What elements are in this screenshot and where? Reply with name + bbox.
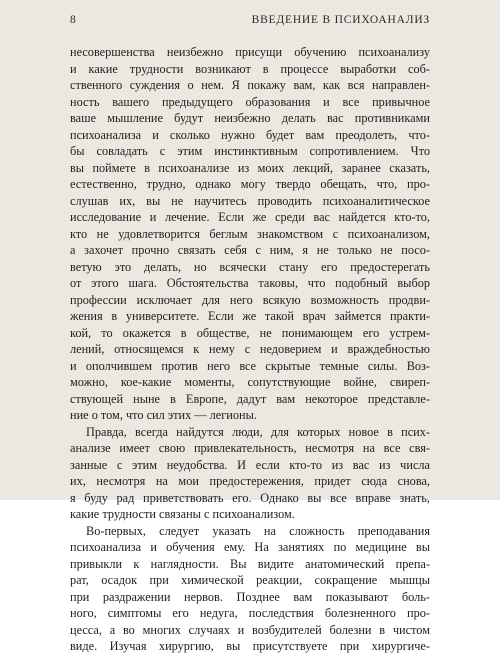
text-line: ного, симптомы его недуга, последствия болезненного про- bbox=[70, 606, 430, 620]
text-line: занные с этим неудобства. И если кто-то из вас из числа bbox=[70, 457, 430, 472]
text-line: ветую это делать, но всячески стану его предостерегать bbox=[70, 259, 430, 274]
text-line: рат, осадок при химической реакции, сокращение мышцы bbox=[70, 573, 430, 587]
text-line: цесса, а во многих случаях и возбудителей болезни в чистом bbox=[70, 622, 430, 637]
text-line: профессии исключает для него всякую возможность продви- bbox=[70, 292, 430, 307]
text-line: лений, относящемся к нему с недоверием и враждебностью bbox=[70, 342, 430, 356]
paragraph bbox=[70, 424, 430, 523]
text-line: вы поймете в психоанализе из моих лекций, заранее сказать, bbox=[70, 160, 430, 175]
text-line: Во-первых, следует указать на сложность преподавания bbox=[86, 523, 430, 538]
text-line: психоанализа и обучения ему. На занятиях по медицине вы bbox=[70, 540, 430, 554]
text-line: кто не удовлетворится беглым знакомством с психоанализом, bbox=[70, 226, 430, 241]
text-line: ваше мышление будут неизбежно делать вас противниками bbox=[70, 111, 430, 125]
page-header bbox=[70, 10, 430, 30]
text-line: ственного суждения о нем. Я покажу вам, как вся направлен- bbox=[70, 78, 430, 92]
paragraph bbox=[70, 44, 430, 424]
text-line: бы совладать с этим инстинктивным сопротивлением. Что bbox=[70, 144, 430, 158]
text-line: их, несмотря на мои предостережения, придет сюда снова, bbox=[70, 474, 430, 488]
body-text bbox=[70, 44, 430, 655]
paragraph bbox=[70, 523, 430, 655]
text-line: какие трудности связаны с психоанализом. bbox=[70, 507, 295, 521]
text-line: я буду рад приветствовать его. Однако вы все вправе знать, bbox=[70, 490, 430, 505]
page-number: 8 bbox=[70, 14, 76, 26]
text-line: при раздражении нервов. Позднее вам показывают боль- bbox=[70, 589, 430, 604]
text-line: анализе имеет свою привлекательность, несмотря на все свя- bbox=[70, 441, 430, 455]
text-line: кой, то окажется в обществе, не понимающем его устрем- bbox=[70, 325, 430, 340]
text-line: привыкли к наглядности. Вы видите анатомический препа- bbox=[70, 556, 430, 571]
text-line: от этого шага. Обстоятельства таковы, что подобный выбор bbox=[70, 276, 430, 290]
text-line: а захочет прочно связать себя с ним, я не только не посо- bbox=[70, 243, 430, 257]
text-line: ние о том, что сил этих — легионы. bbox=[70, 408, 257, 422]
text-line: можно, кое-какие моменты, сопутствующие войне, свиреп- bbox=[70, 375, 430, 389]
text-line: слушав их, вы не научитесь проводить психоаналитическое bbox=[70, 193, 430, 208]
text-line: несовершенства неизбежно присущи обучению психоанализу bbox=[70, 45, 430, 59]
text-line: исследование и лечение. Если же среди вас найдется кто-то, bbox=[70, 210, 430, 224]
text-line: и ополчившем против него все скрытые темные силы. Воз- bbox=[70, 358, 430, 373]
text-line: виде. Изучая хирургию, вы присутствуете при хирургиче- bbox=[70, 639, 430, 653]
text-line: Правда, всегда найдутся люди, для которых новое в псих- bbox=[86, 424, 430, 439]
text-line: естественно, трудно, однако могу твердо обещать, что, прo- bbox=[70, 177, 430, 191]
text-line: ность вашего предыдущего образования и все привычное bbox=[70, 94, 430, 109]
running-title: ВВЕДЕНИЕ В ПСИХОАНАЛИЗ bbox=[251, 14, 430, 26]
text-line: ствующей ныне в Европе, дадут вам некоторое представле- bbox=[70, 391, 430, 406]
text-line: психоанализа и сколько нужно будет вам преодолеть, что- bbox=[70, 127, 430, 142]
text-line: жения в университете. Если же такой врач займется практи- bbox=[70, 309, 430, 323]
text-line: и какие трудности возникают в процессе выработки соб- bbox=[70, 61, 430, 76]
